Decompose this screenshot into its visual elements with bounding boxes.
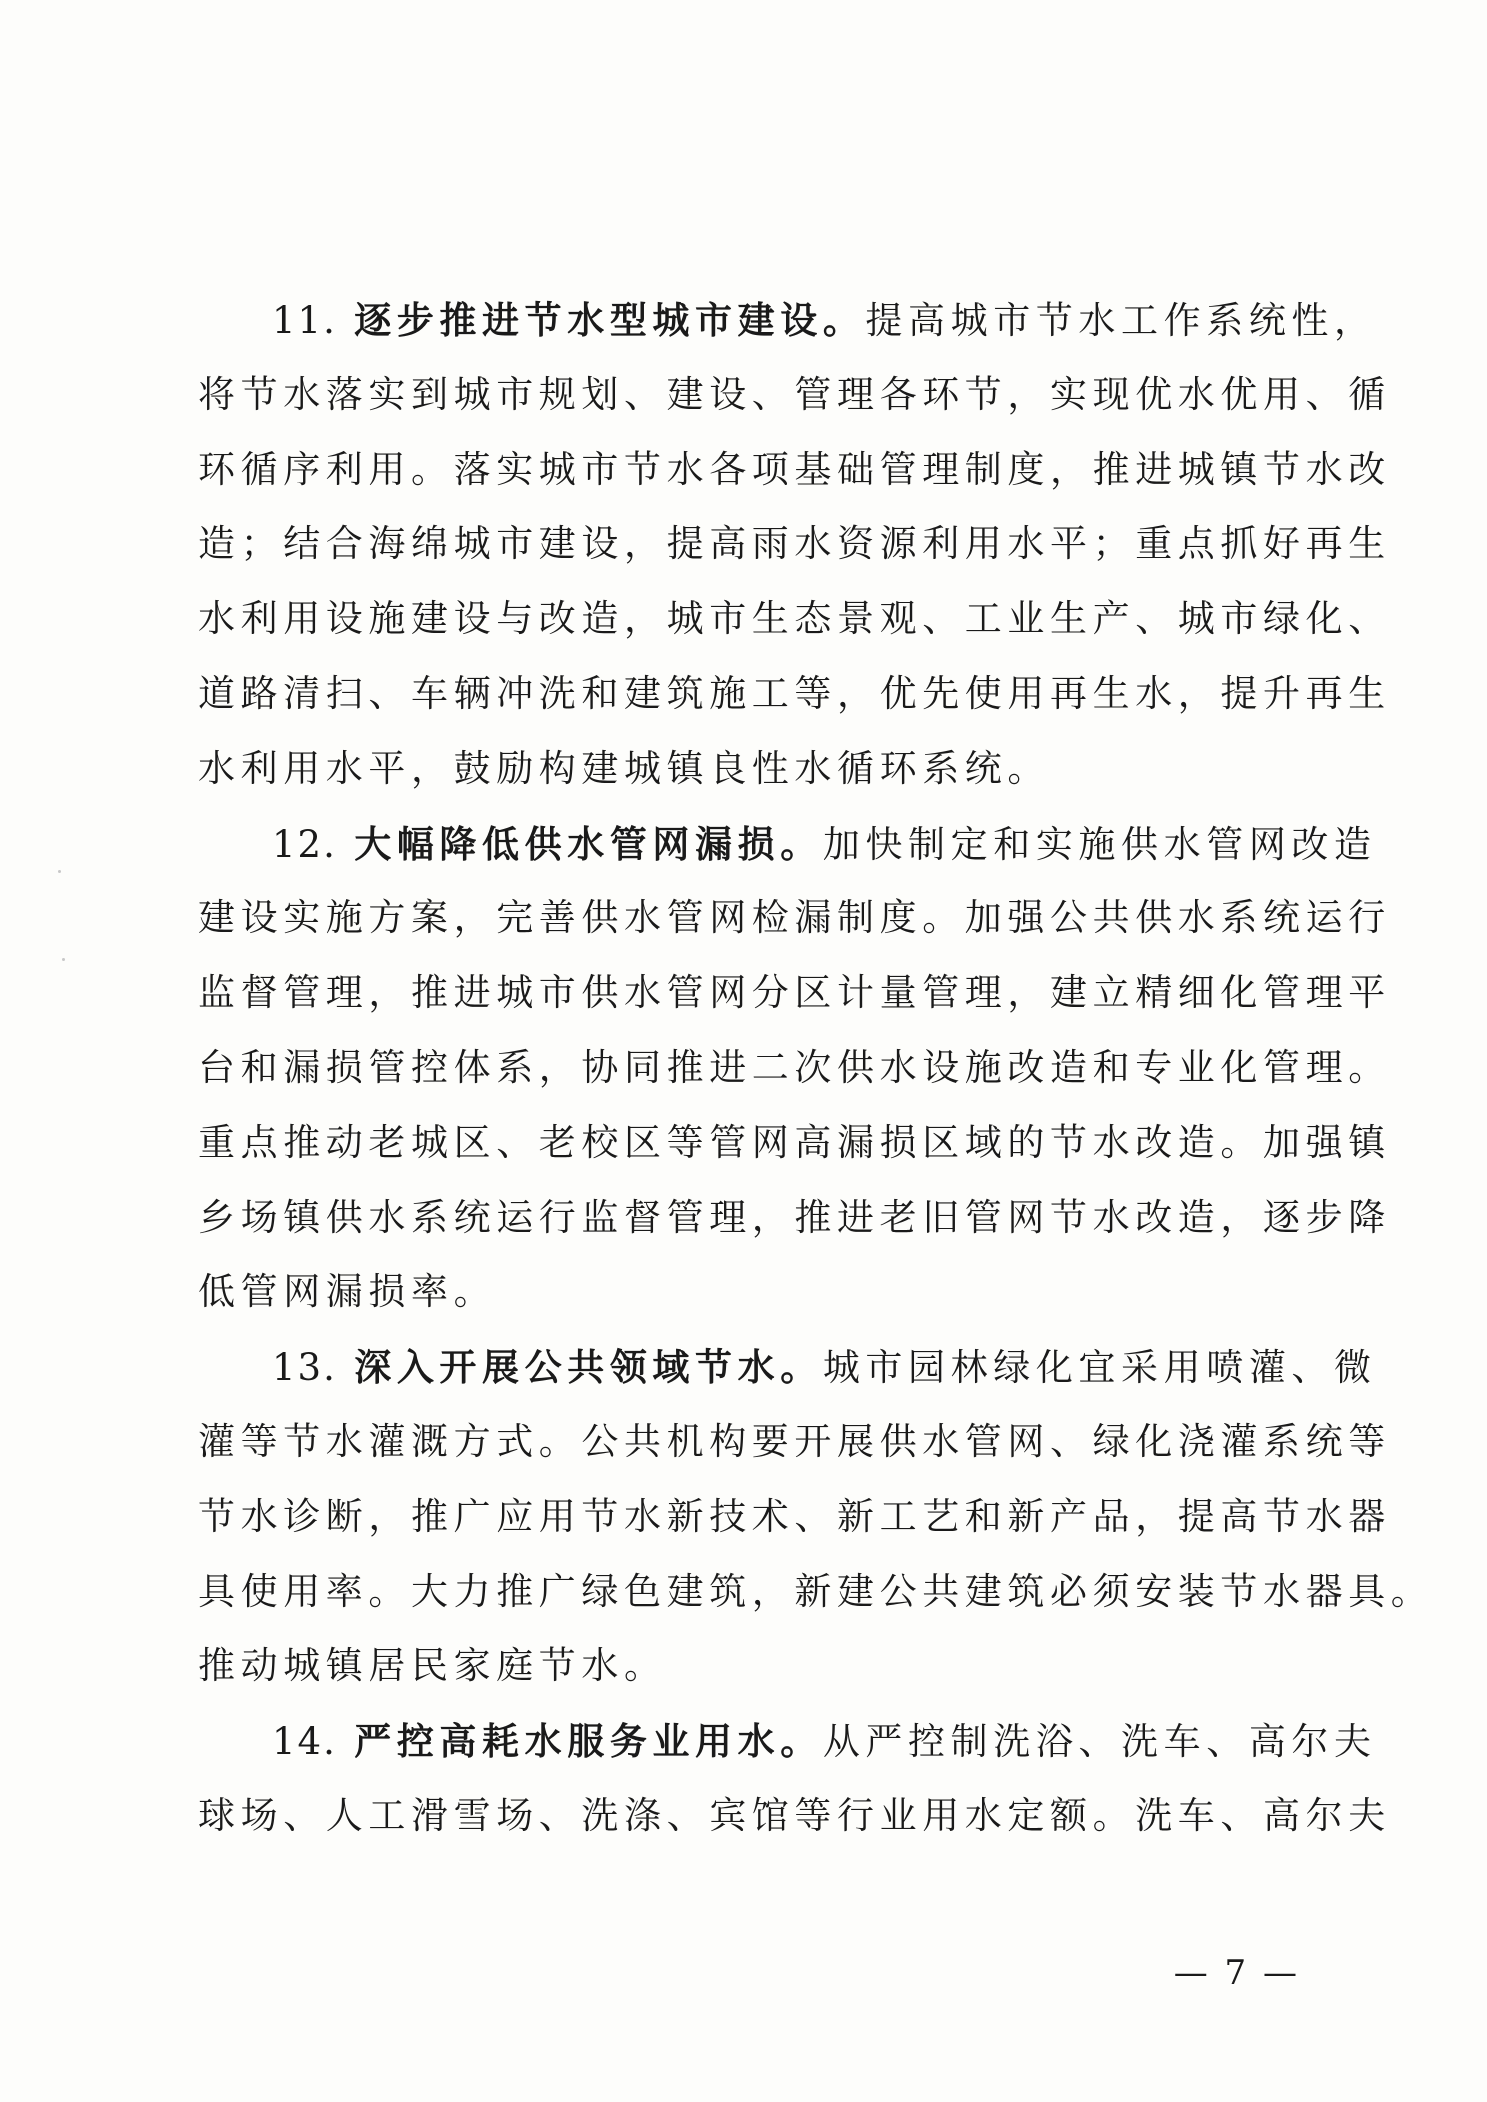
paragraph-line — [198, 1330, 1377, 1405]
paragraph-line: 低管网漏损率。 — [198, 1270, 497, 1314]
item-number: 14. — [272, 1720, 337, 1764]
paragraph-line: 造；结合海绵城市建设，提高雨水资源利用水平；重点抓好再生 — [198, 522, 1391, 566]
paragraph-line: 水利用设施建设与改造，城市生态景观、工业生产、城市绿化、 — [198, 597, 1391, 641]
paragraph-line — [198, 283, 1377, 358]
paragraph-12 — [198, 807, 1391, 1331]
line-text: 从严控制洗浴、洗车、高尔夫 — [822, 1720, 1377, 1764]
paragraph-line — [198, 1704, 1377, 1779]
paragraph-14 — [198, 1704, 1391, 1854]
line-text: 城市园林绿化宜采用喷灌、微 — [822, 1346, 1377, 1390]
item-heading: 逐步推进节水型城市建设。 — [354, 298, 866, 342]
scan-speck — [58, 870, 61, 873]
item-heading: 严控高耗水服务业用水。 — [354, 1719, 823, 1764]
item-number: 11. — [272, 299, 337, 342]
paragraph-line: 节水诊断，推广应用节水新技术、新工艺和新产品，提高节水器 — [198, 1494, 1391, 1538]
line-text: 提高城市节水工作系统性， — [865, 299, 1377, 342]
scan-speck — [62, 958, 65, 961]
paragraph-line: 重点推动老城区、老校区等管网高漏损区域的节水改造。加强镇 — [198, 1120, 1391, 1164]
paragraph-line: 灌等节水灌溉方式。公共机构要开展供水管网、绿化浇灌系统等 — [198, 1419, 1391, 1463]
paragraph-line: 推动城镇居民家庭节水。 — [198, 1644, 667, 1688]
item-number: 12. — [272, 822, 337, 866]
item-heading: 大幅降低供水管网漏损。 — [354, 821, 823, 866]
paragraph-line: 台和漏损管控体系，协同推进二次供水设施改造和专业化管理。 — [198, 1045, 1391, 1089]
paragraph-line: 环循序利用。落实城市节水各项基础管理制度，推进城镇节水改 — [198, 447, 1391, 491]
paragraph-line: 乡场镇供水系统运行监督管理，推进老旧管网节水改造，逐步降 — [198, 1195, 1391, 1239]
paragraph-line: 监督管理，推进城市供水管网分区计量管理，建立精细化管理平 — [198, 971, 1391, 1015]
paragraph-line: 具使用率。大力推广绿色建筑，新建公共建筑必须安装节水器具。 — [198, 1569, 1434, 1613]
document-body — [198, 283, 1434, 1854]
item-number: 13. — [272, 1346, 337, 1390]
item-heading: 深入开展公共领域节水。 — [354, 1345, 823, 1390]
line-text: 加快制定和实施供水管网改造 — [822, 822, 1377, 866]
paragraph-line: 球场、人工滑雪场、洗涤、宾馆等行业用水定额。洗车、高尔夫 — [198, 1793, 1391, 1837]
paragraph-11 — [198, 283, 1391, 807]
paragraph-13 — [198, 1330, 1434, 1704]
page-number: — 7 — — [1173, 1953, 1300, 1993]
paragraph-line: 建设实施方案，完善供水管网检漏制度。加强公共供水系统运行 — [198, 896, 1391, 940]
paragraph-line: 道路清扫、车辆冲洗和建筑施工等，优先使用再生水，提升再生 — [198, 671, 1391, 715]
paragraph-line: 水利用水平，鼓励构建城镇良性水循环系统。 — [198, 746, 1050, 790]
paragraph-line: 将节水落实到城市规划、建设、管理各环节，实现优水优用、循 — [198, 372, 1391, 416]
paragraph-line — [198, 807, 1377, 882]
